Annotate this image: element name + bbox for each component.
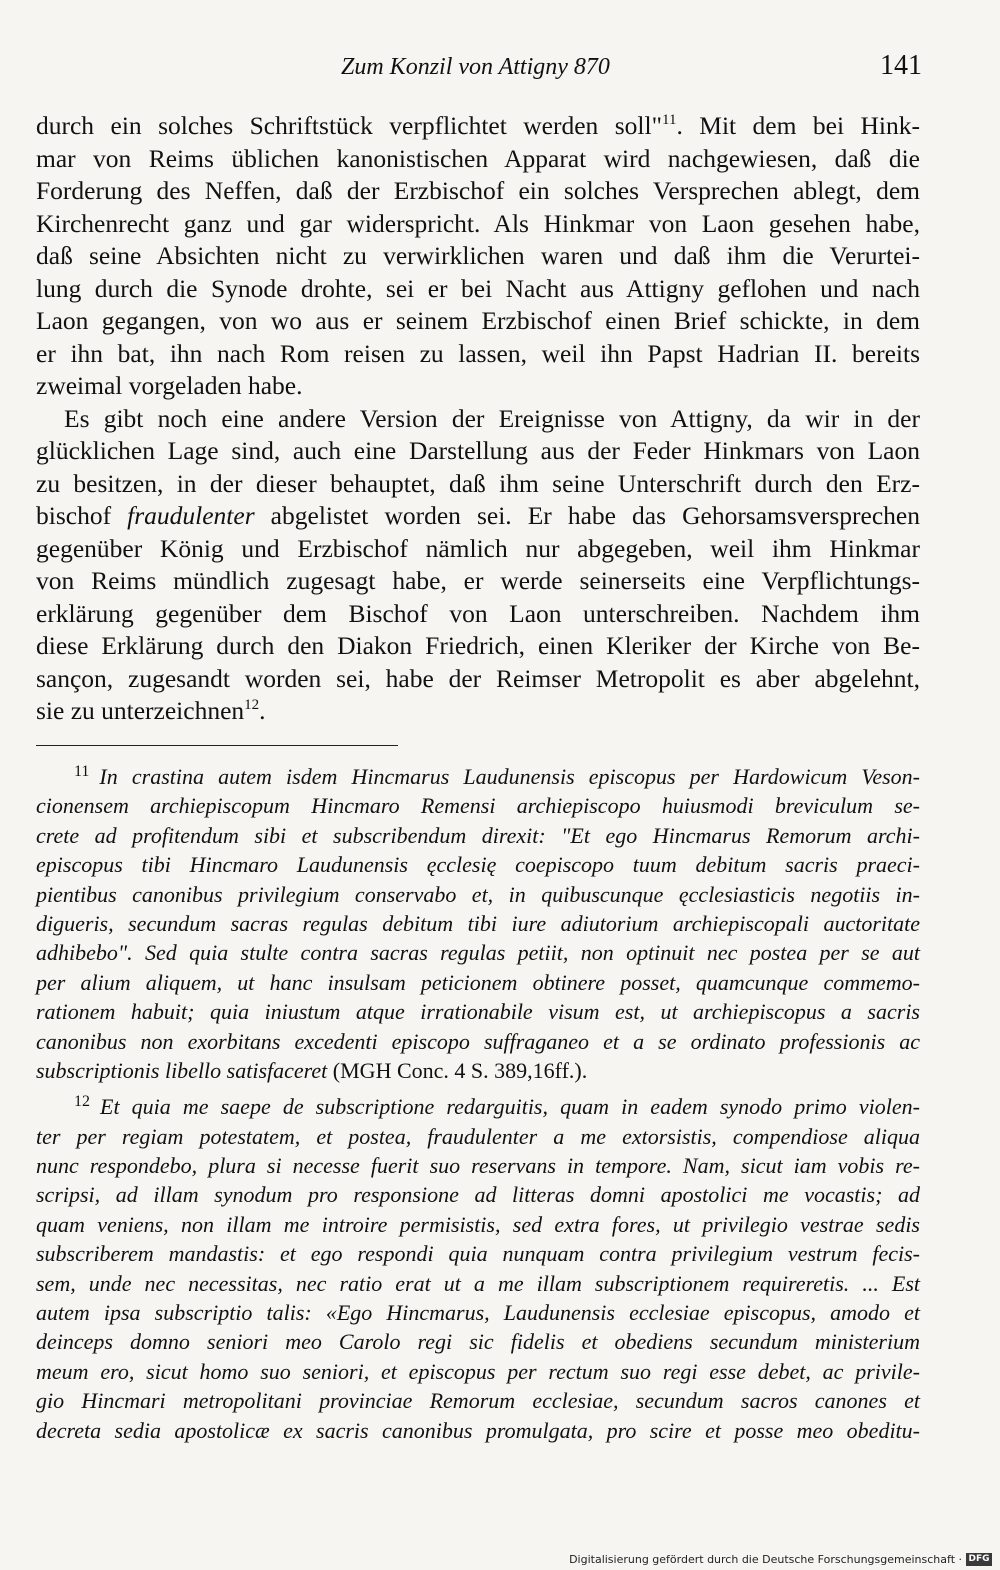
citation: (MGH Conc. 4 S. 389,16ff.). xyxy=(327,1057,588,1083)
footnote-line: decreta sedia apostolicæ ex sacris canonibus promulgata, pro scire et posse meo obeditu- xyxy=(36,1417,920,1443)
text-line: daß seine Absichten nicht zu verwirklichen waren und daß ihm die Verurtei- xyxy=(36,241,920,270)
footnote-line: per alium aliquem, ut hanc insulsam peticionem obtinere posset, quamcunque commemo- xyxy=(36,969,920,995)
footnote-separator xyxy=(36,745,398,746)
text-line: erklärung gegenüber dem Bischof von Laon unterschreiben. Nachdem ihm xyxy=(36,598,920,628)
footnote-line: sem, unde nec necessitas, nec ratio erat ut a me illam subscriptionem requireretis. ... Est xyxy=(36,1270,920,1296)
footnote-line: autem ipsa subscriptio talis: «Ego Hincmarus, Laudunensis ecclesiae episcopus, amodo et xyxy=(36,1300,920,1326)
text-line: er ihn bat, ihn nach Rom reisen zu lassen, weil ihn Papst Hadrian II. bereits xyxy=(36,338,920,368)
footnote-line: adhibebo". Sed quia stulte contra sacras regulas petiit, non optinuit nec postea per se aut xyxy=(36,940,920,966)
credit-text: Digitalisierung gefördert durch die Deutsche Forschungsgemeinschaft · xyxy=(569,1553,962,1566)
footnote-line: canonibus non exorbitans excedenti episcopo suffraganeo et a se ordinato professionis ac xyxy=(36,1028,920,1054)
footnote-line: quam veniens, non illam me introire permisistis, sed extra fores, ut privilegio vestrae sedis xyxy=(36,1211,920,1237)
footnote-ref-11[interactable]: 11 xyxy=(662,112,677,128)
text-line: sançon, zugesandt worden sei, habe der Reimser Metropolit es aber abgelehnt, xyxy=(36,663,920,693)
page-header xyxy=(0,50,1000,90)
text-line: von Reims mündlich zugesagt habe, er werde seinerseits eine Verpflichtungs- xyxy=(36,566,920,595)
digitization-credit xyxy=(569,1553,992,1566)
footnote-12 xyxy=(36,1092,920,1445)
footnote-line: scripsi, ad illam synodum pro responsione ad litteras domni apostolici me vocastis; ad xyxy=(36,1182,920,1208)
page-number: 141 xyxy=(880,50,922,81)
paragraph-1 xyxy=(36,110,920,403)
footnote-line: pientibus canonibus privilegium conservabo et, in quibuscunque ęcclesiasticis negotiis in- xyxy=(36,881,920,907)
footnote-line: subscriptionis libello satisfaceret (MGH Conc. 4 S. 389,16ff.). xyxy=(36,1057,588,1083)
paragraph-2 xyxy=(36,403,920,728)
text-line: glücklichen Lage sind, auch eine Darstellung aus der Feder Hinkmars von Laon xyxy=(36,436,920,465)
text-line: bischof fraudulenter abgelistet worden sei. Er habe das Gehorsamsversprechen xyxy=(36,501,920,530)
dfg-logo-icon: DFG xyxy=(966,1553,992,1566)
text-line: gegenüber König und Erzbischof nämlich nur abgegeben, weil ihm Hinkmar xyxy=(36,533,920,563)
text-line: Laon gegangen, von wo aus er seinem Erzbischof einen Brief schickte, in dem xyxy=(36,306,920,335)
footnote-line: rationem habuit; quia iniustum atque irrationabile visum est, ut archiepiscopus a sacris xyxy=(36,999,920,1025)
footnote-line: nunc respondebo, plura si necesse fuerit suo reservans in tempore. Nam, sicut iam vobis re- xyxy=(36,1153,920,1179)
footnote-line: meum ero, sicut homo suo seniori, et episcopus per rectum suo regi esse debet, ac privile- xyxy=(36,1358,920,1384)
footnote-line: gio Hincmari metropolitani provinciae Remorum ecclesiae, secundum sacros canones et xyxy=(36,1388,920,1414)
text-line: Es gibt noch eine andere Version der Ereignisse von Attigny, da wir in der xyxy=(64,403,920,433)
text-line: mar von Reims üblichen kanonistischen Apparat wird nachgewiesen, daß die xyxy=(36,143,920,173)
footnote-line: crete ad profitendum sibi et subscribendum direxit: "Et ego Hincmarus Remorum archi- xyxy=(36,822,920,848)
text-line: diese Erklärung durch den Diakon Friedrich, einen Kleriker der Kirche von Be- xyxy=(36,631,920,660)
text-line: zu besitzen, in der dieser behauptet, daß ihm seine Unterschrift durch den Erz- xyxy=(36,468,920,498)
footnote-line: cionensem archiepiscopum Hincmaro Remensi archiepiscopo huiusmodi breviculum se- xyxy=(36,793,920,819)
text-line: zweimal vorgeladen habe. xyxy=(36,371,303,400)
text-line: durch ein solches Schriftstück verpflichtet werden soll"$^{11}$. Mit dem bei Hink- xyxy=(36,111,920,140)
footnote-line: $^{11}$ In crastina autem isdem Hincmarus Laudunensis episcopus per Hardowicum Veson- xyxy=(74,763,920,789)
text-line: Forderung des Neffen, daß der Erzbischof ein solches Versprechen ablegt, dem xyxy=(36,176,920,205)
text-line: Kirchenrecht ganz und gar widerspricht. Als Hinkmar von Laon gesehen habe, xyxy=(36,208,920,238)
footnote-number: 12 xyxy=(74,1093,90,1111)
footnotes xyxy=(36,762,920,1445)
running-title: Zum Konzil von Attigny 870 xyxy=(341,54,610,80)
footnote-line: $^{12}$ Et quia me saepe de subscriptione redarguitis, quam in eadem synodo primo violen- xyxy=(74,1093,920,1120)
text-line: sie zu unterzeichnen$^{12}$. xyxy=(36,696,266,725)
note-spacer xyxy=(36,1085,920,1092)
emphasis: fraudulenter xyxy=(127,501,255,530)
footnote-line: episcopus tibi Hincmaro Laudunensis ęcclesię coepiscopo tuum debitum sacris praeci- xyxy=(36,852,920,878)
footnote-ref-12[interactable]: 12 xyxy=(244,697,260,713)
footnote-11 xyxy=(36,762,920,1085)
footnote-line: deinceps domno seniori meo Carolo regi sic fidelis et obediens secundum ministerium xyxy=(36,1329,920,1355)
text-line: lung durch die Synode drohte, sei er bei Nacht aus Attigny geflohen und nach xyxy=(36,273,920,303)
footnote-line: subscriberem mandastis: et ego respondi quia nunquam contra privilegium vestrum fecis- xyxy=(36,1241,920,1267)
footnote-number: 11 xyxy=(74,763,90,780)
footnote-line: ter per regiam potestatem, et postea, fraudulenter a me extorsistis, compendiose aliqua xyxy=(36,1123,920,1149)
footnote-line: digueris, secundum sacras regulas debitum tibi iure adiutorium archiepiscopali auctoritate xyxy=(36,910,920,936)
body-text xyxy=(36,110,920,728)
